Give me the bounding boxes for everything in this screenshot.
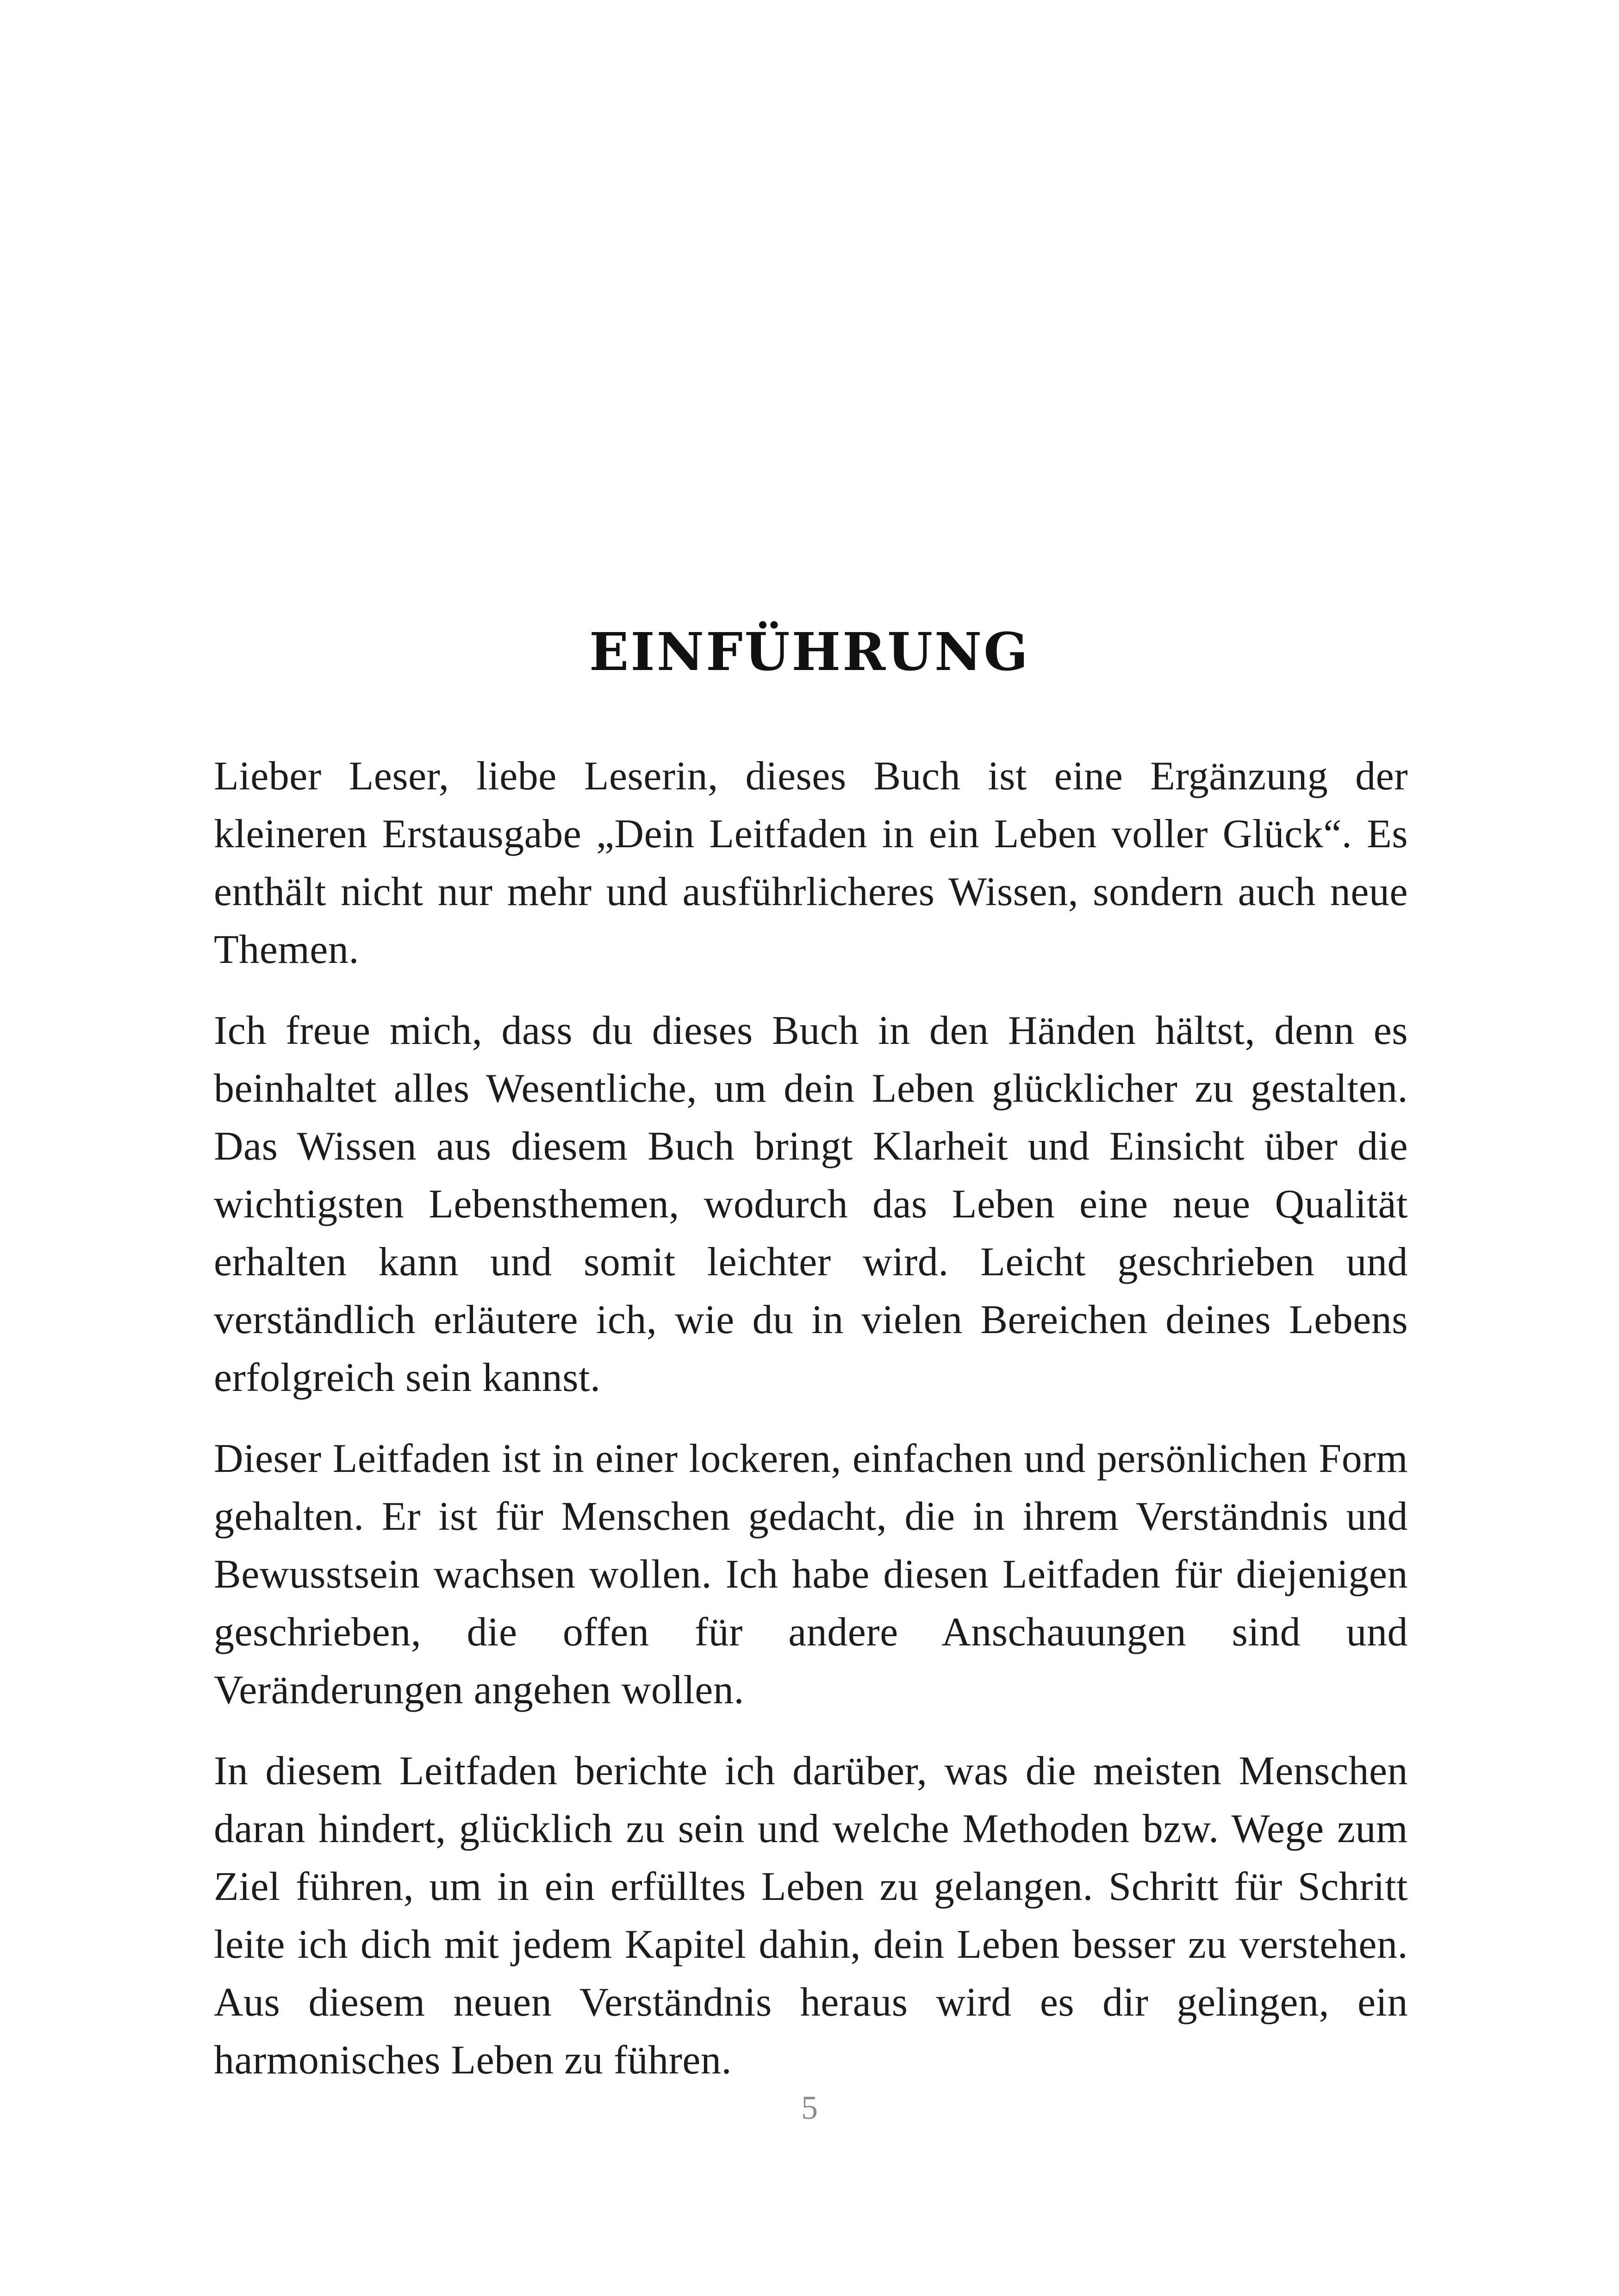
- paragraph-3: Dieser Leitfaden ist in einer lockeren, einfachen und persönlichen Form gehalten. Er ist für Menschen gedacht, die in ihrem Verständnis und Bewusstsein wachsen wollen. Ich habe diesen Leitfaden für diejenigen geschrieben, die offen für andere Anschauungen sind und Veränderungen angehen wollen.: [214, 1436, 1408, 1713]
- paragraph-1: Lieber Leser, liebe Leserin, dieses Buch ist eine Ergänzung der kleineren Erstausgabe „Dein Leitfaden in ein Leben voller Glück“. Es enthält nicht nur mehr und ausführlicheres Wissen, sondern auch neue Themen.: [214, 754, 1408, 972]
- body-text: [214, 747, 1408, 2112]
- paragraph-2: Ich freue mich, dass du dieses Buch in den Händen hältst, denn es beinhaltet alles Wesentliche, um dein Leben glücklicher zu gestalten. Das Wissen aus diesem Buch bringt Klarheit und Einsicht über die wichtigsten Lebensthemen, wodurch das Leben eine neue Qualität erhalten kann und somit leichter wird. Leicht geschrieben und verständlich erläutere ich, wie du in vielen Bereichen deines Lebens erfolgreich sein kannst.: [214, 1008, 1408, 1400]
- page-number: 5: [801, 2089, 818, 2126]
- chapter-title: EINFÜHRUNG: [589, 622, 1030, 683]
- paragraph-4: In diesem Leitfaden berichte ich darüber, was die meisten Menschen daran hindert, glücklich zu sein und welche Methoden bzw. Wege zum Ziel führen, um in ein erfülltes Leben zu gelangen. Schritt für Schritt leite ich dich mit jedem Kapitel dahin, dein Leben besser zu verstehen. Aus diesem neuen Verständnis heraus wird es dir gelingen, ein harmonisches Leben zu führen.: [214, 1749, 1408, 2083]
